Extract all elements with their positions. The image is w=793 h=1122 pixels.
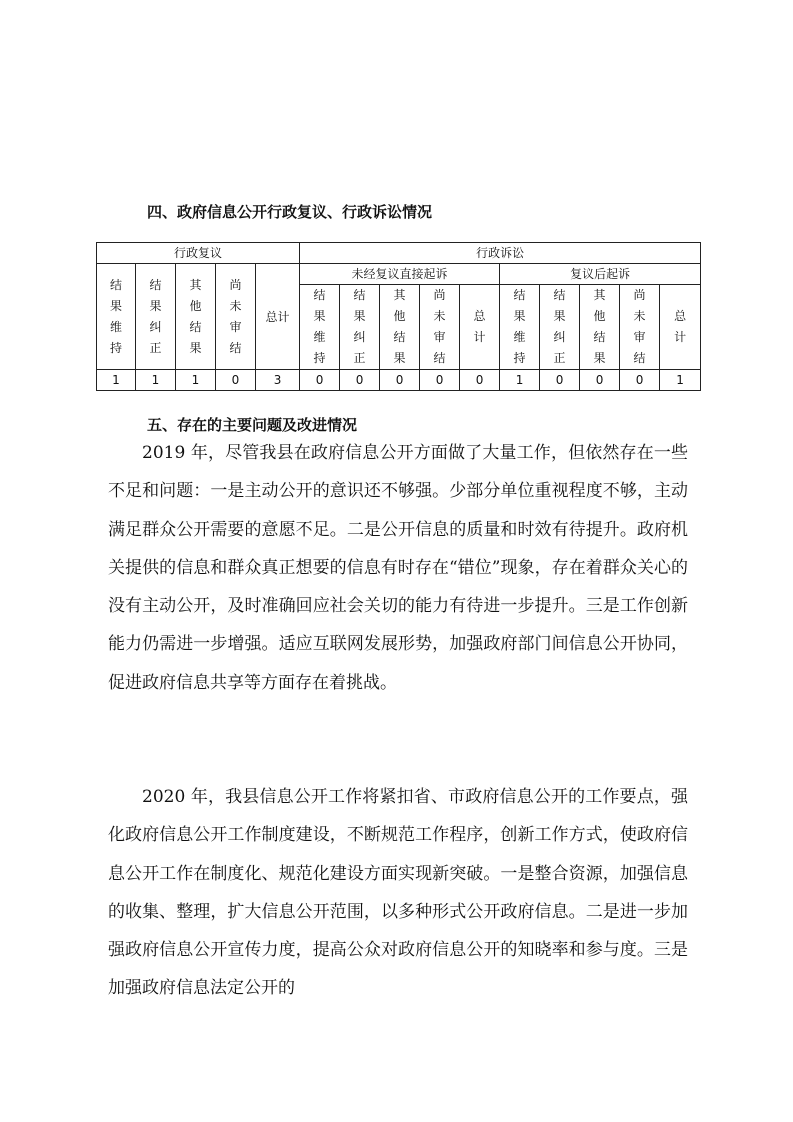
cell-after-other: 0	[580, 370, 620, 391]
header-direct-other: 其他结果	[380, 285, 420, 370]
cell-after-total: 1	[660, 370, 701, 391]
header-after-upheld: 结果维持	[500, 285, 540, 370]
cell-review-upheld: 1	[97, 370, 136, 391]
cell-direct-pending: 0	[420, 370, 460, 391]
cell-after-corrected: 0	[540, 370, 580, 391]
review-litigation-table	[96, 242, 701, 391]
cell-review-corrected: 1	[136, 370, 176, 391]
header-direct-litigation: 未经复议直接起诉	[300, 264, 500, 285]
header-review-pending: 尚未审结	[216, 264, 256, 370]
header-admin-review: 行政复议	[97, 243, 300, 264]
header-review-other: 其他结果	[176, 264, 216, 370]
header-after-total: 总计	[660, 285, 701, 370]
header-review-upheld: 结果维持	[97, 264, 136, 370]
cell-direct-other: 0	[380, 370, 420, 391]
header-after-corrected: 结果纠正	[540, 285, 580, 370]
table-row	[97, 370, 701, 391]
paragraph-problems: 2019 年，尽管我县在政府信息公开方面做了大量工作，但依然存在一些不足和问题：一是主动公开的意识还不够强。少部分单位重视程度不够，主动满足群众公开需要的意愿不足。二是公开信息的质量和时效有待提升。政府机关提供的信息和群众真正想要的信息有时存在“错位”现象，存在着群众关心的没有主动公开，及时准确回应社会关切的能力有待进一步提升。三是工作创新能力仍需进一步增强。适应互联网发展形势，加强政府部门间信息公开协同，促进政府信息共享等方面存在着挑战。	[108, 443, 688, 693]
cell-after-upheld: 1	[500, 370, 540, 391]
section-5-title: 五、存在的主要问题及改进情况	[147, 416, 358, 434]
header-after-pending: 尚未审结	[620, 285, 660, 370]
header-direct-corrected: 结果纠正	[340, 285, 380, 370]
cell-review-other: 1	[176, 370, 216, 391]
header-review-corrected: 结果纠正	[136, 264, 176, 370]
section-4-title: 四、政府信息公开行政复议、行政诉讼情况	[147, 203, 433, 221]
cell-direct-upheld: 0	[300, 370, 340, 391]
cell-direct-corrected: 0	[340, 370, 380, 391]
cell-review-total: 3	[256, 370, 300, 391]
cell-review-pending: 0	[216, 370, 256, 391]
header-litigation: 行政诉讼	[300, 243, 701, 264]
header-direct-total: 总计	[460, 285, 500, 370]
header-after-review-litigation: 复议后起诉	[500, 264, 701, 285]
cell-after-pending: 0	[620, 370, 660, 391]
paragraph-plans: 2020 年，我县信息公开工作将紧扣省、市政府信息公开的工作要点，强化政府信息公开工作制度建设，不断规范工作程序，创新工作方式，使政府信息公开工作在制度化、规范化建设方面实现新突破。一是整合资源，加强信息的收集、整理，扩大信息公开范围，以多种形式公开政府信息。二是进一步加强政府信息公开宣传力度，提高公众对政府信息公开的知晓率和参与度。三是加强政府信息法定公开的	[108, 787, 688, 999]
cell-direct-total: 0	[460, 370, 500, 391]
header-review-total: 总计	[256, 264, 300, 370]
header-direct-upheld: 结果维持	[300, 285, 340, 370]
header-direct-pending: 尚未审结	[420, 285, 460, 370]
header-after-other: 其他结果	[580, 285, 620, 370]
